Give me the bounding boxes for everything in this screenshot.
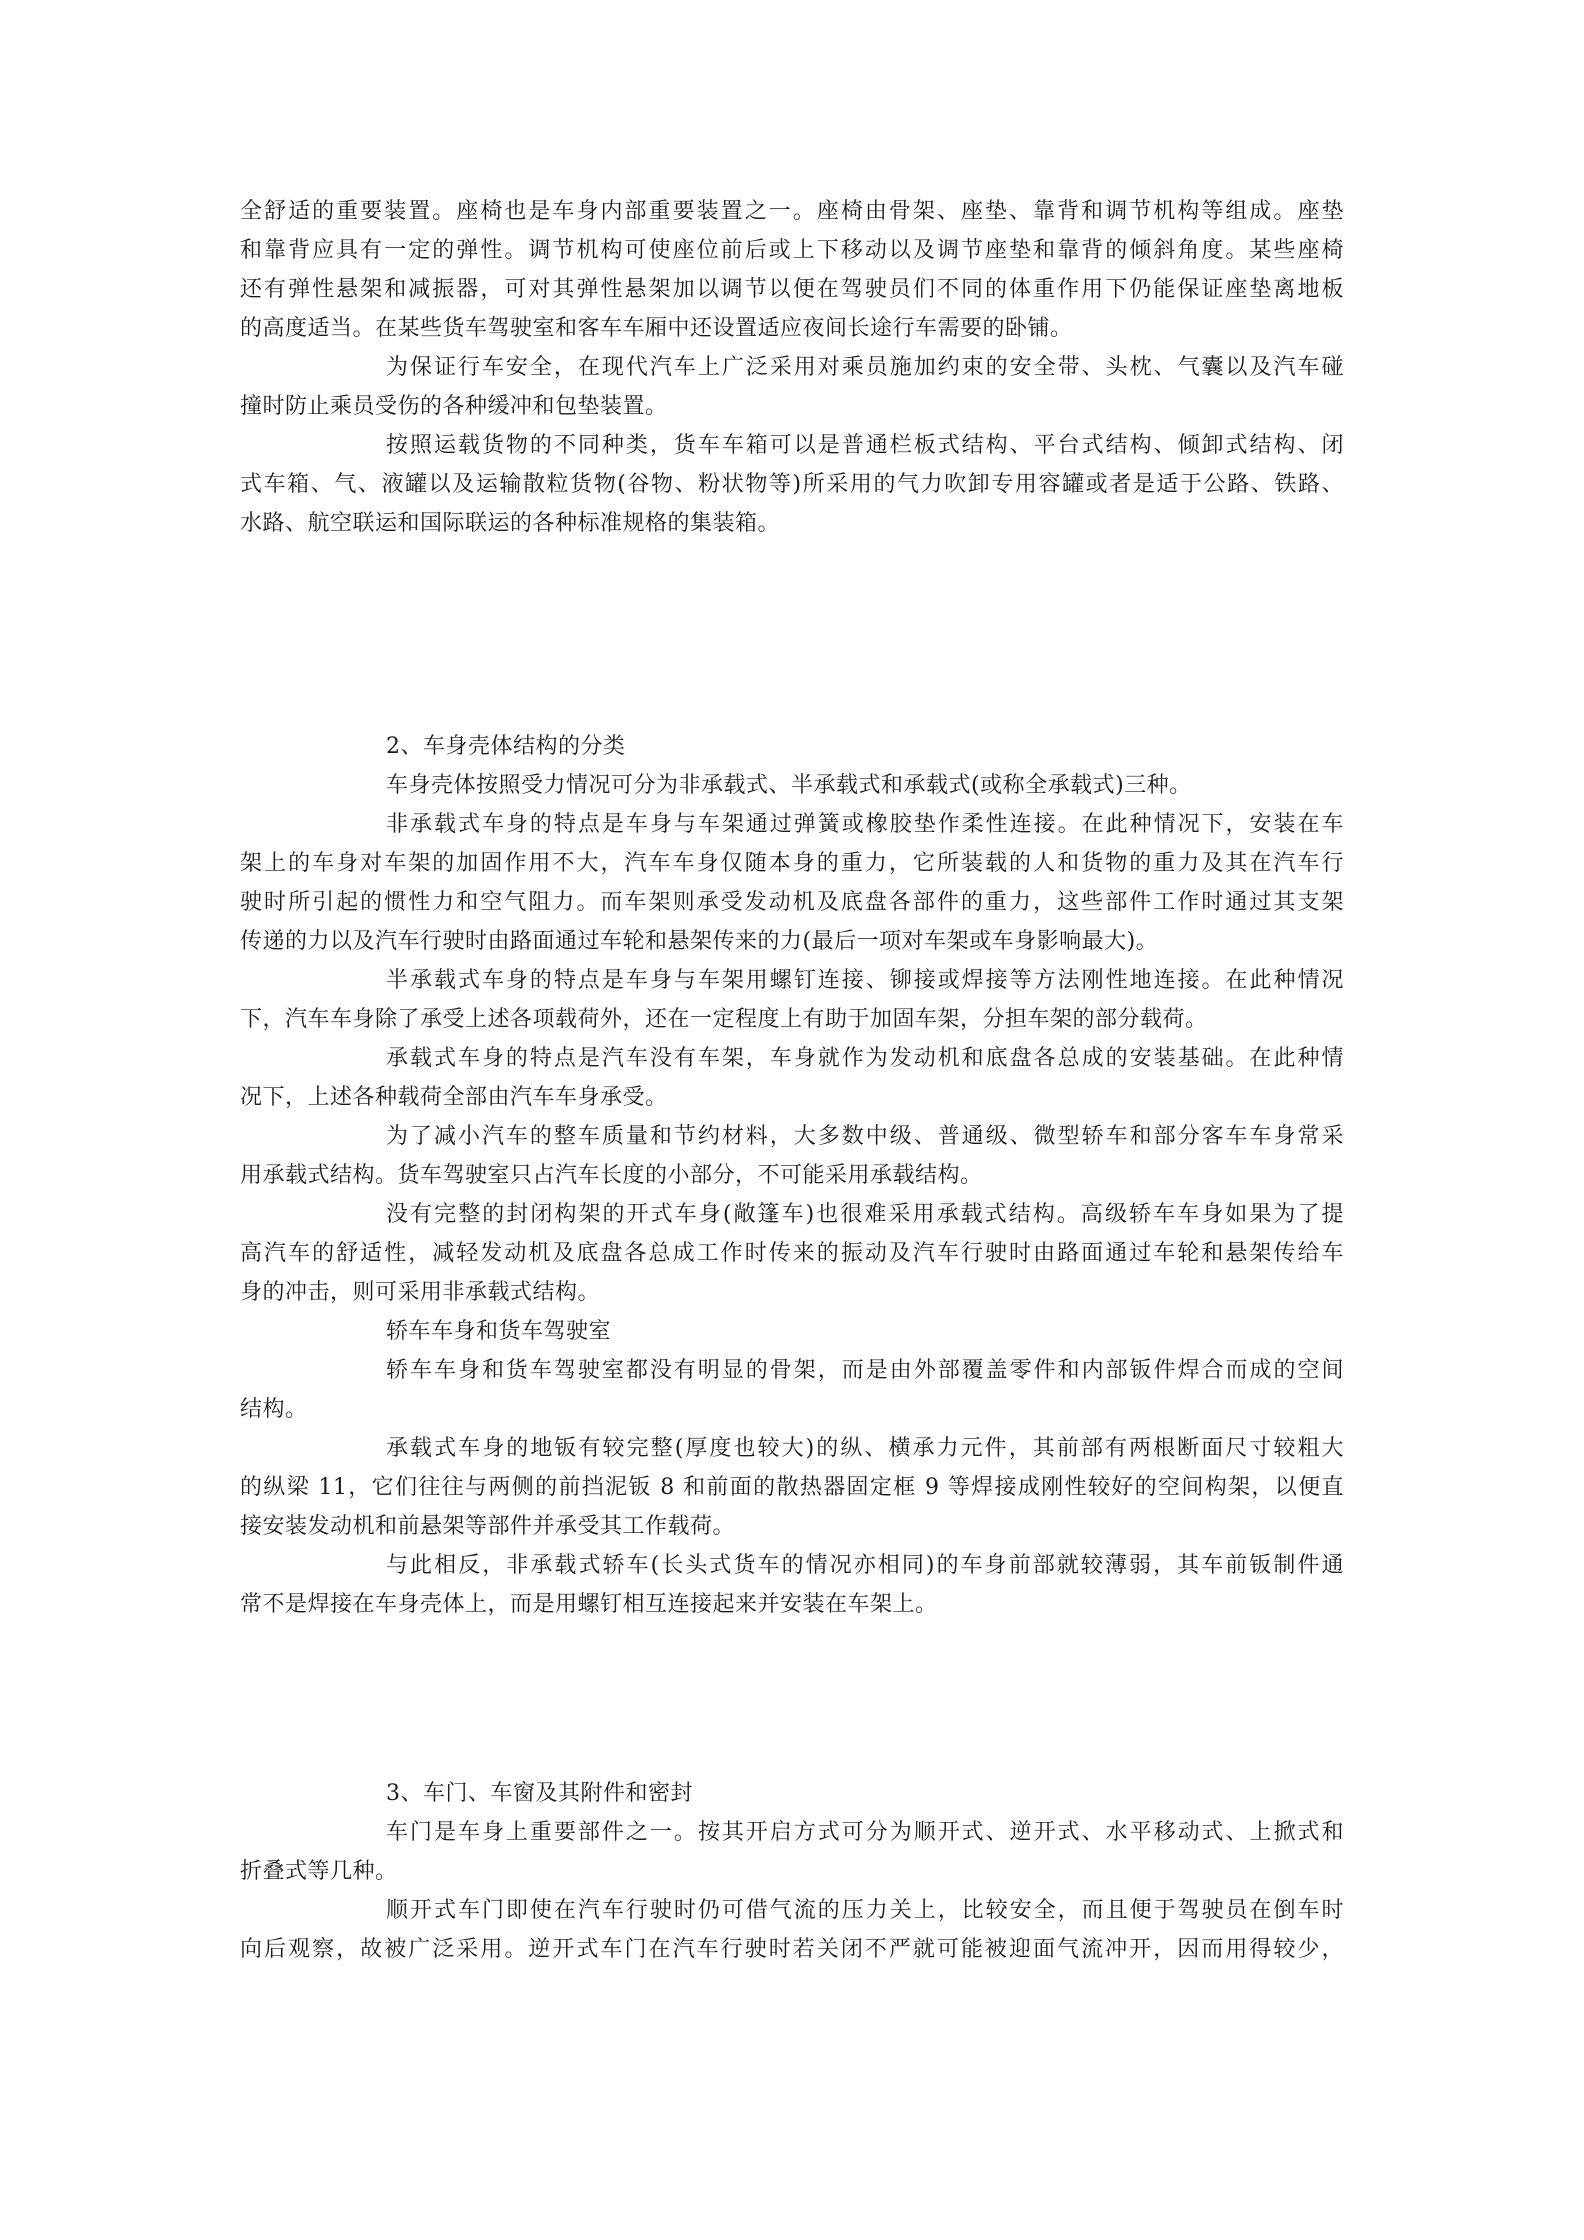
text-line: 况下，上述各种载荷全部由汽车车身承受。 <box>240 1085 668 1110</box>
text-line: 和靠背应具有一定的弹性。调节机构可使座位前后或上下移动以及调节座垫和靠背的倾斜角度。某些座椅 <box>240 238 1344 263</box>
section-heading: 2、车身壳体结构的分类 <box>386 734 626 759</box>
text-line: 式车箱、气、液罐以及运输散粒货物(谷物、粉状物等)所采用的气力吹卸专用容罐或者是适于公路、铁路、 <box>240 472 1344 497</box>
paragraph <box>240 192 1344 348</box>
text-line: 为保证行车安全，在现代汽车上广泛采用对乘员施加约束的安全带、头枕、气囊以及汽车碰 <box>386 355 1344 380</box>
text-line: 非承载式车身的特点是车身与车架通过弹簧或橡胶垫作柔性连接。在此种情况下，安装在车 <box>386 812 1344 837</box>
paragraph <box>240 1312 1344 1351</box>
text-line: 车身壳体按照受力情况可分为非承载式、半承载式和承载式(或称全承载式)三种。 <box>386 773 1192 798</box>
text-line: 身的冲击，则可采用非承载式结构。 <box>240 1280 601 1305</box>
section-spacer <box>240 543 1344 727</box>
paragraph <box>240 1891 1344 1969</box>
text-line: 顺开式车门即使在汽车行驶时仍可借气流的压力关上，比较安全，而且便于驾驶员在倒车时 <box>386 1898 1344 1923</box>
paragraph <box>240 961 1344 1039</box>
text-line: 下，汽车车身除了承受上述各项载荷外，还在一定程度上有助于加固车架，分担车架的部分载荷。 <box>240 1007 1208 1032</box>
text-line: 架上的车身对车架的加固作用不大，汽车车身仅随本身的重力，它所装载的人和货物的重力及其在汽车行 <box>240 851 1344 876</box>
paragraph <box>240 1039 1344 1117</box>
text-line: 常不是焊接在车身壳体上，而是用螺钉相互连接起来并安装在车架上。 <box>240 1592 938 1617</box>
text-line: 的纵梁 11，它们往往与两侧的前挡泥钣 8 和前面的散热器固定框 9 等焊接成刚性较好的空间构架，以便直 <box>240 1475 1344 1500</box>
text-line: 车门是车身上重要部件之一。按其开启方式可分为顺开式、逆开式、水平移动式、上掀式和 <box>386 1820 1344 1845</box>
text-line: 用承载式结构。货车驾驶室只占汽车长度的小部分，不可能采用承载结构。 <box>240 1163 983 1188</box>
text-line: 水路、航空联运和国际联运的各种标准规格的集装箱。 <box>240 511 781 536</box>
text-line: 承载式车身的特点是汽车没有车架，车身就作为发动机和底盘各总成的安装基础。在此种情 <box>386 1046 1344 1071</box>
paragraph <box>240 1195 1344 1312</box>
section-2 <box>240 727 1344 1624</box>
text-line: 半承载式车身的特点是车身与车架用螺钉连接、铆接或焊接等方法刚性地连接。在此种情况 <box>386 968 1344 993</box>
paragraph <box>240 1546 1344 1624</box>
text-line: 撞时防止乘员受伤的各种缓冲和包垫装置。 <box>240 394 668 419</box>
text-line: 轿车车身和货车驾驶室都没有明显的骨架，而是由外部覆盖零件和内部钣件焊合而成的空间 <box>386 1358 1344 1383</box>
text-line: 按照运载货物的不同种类，货车车箱可以是普通栏板式结构、平台式结构、倾卸式结构、闭 <box>386 433 1344 458</box>
text-line: 驶时所引起的惯性力和空气阻力。而车架则承受发动机及底盘各部件的重力，这些部件工作时通过其支架 <box>240 890 1344 915</box>
text-line: 接安装发动机和前悬架等部件并承受其工作载荷。 <box>240 1514 736 1539</box>
text-line: 的高度适当。在某些货车驾驶室和客车车厢中还设置适应夜间长途行车需要的卧铺。 <box>240 316 1073 341</box>
paragraph <box>240 426 1344 543</box>
text-line: 结构。 <box>240 1397 308 1422</box>
paragraph <box>240 1429 1344 1546</box>
paragraph <box>240 1813 1344 1891</box>
text-line: 折叠式等几种。 <box>240 1859 398 1884</box>
text-line: 没有完整的封闭构架的开式车身(敞篷车)也很难采用承载式结构。高级轿车车身如果为了提 <box>386 1202 1344 1227</box>
paragraph <box>240 1351 1344 1429</box>
paragraph <box>240 1117 1344 1195</box>
section-heading: 3、车门、车窗及其附件和密封 <box>386 1781 693 1806</box>
text-line: 传递的力以及汽车行驶时由路面通过车轮和悬架传来的力(最后一项对车架或车身影响最大)。 <box>240 929 1159 954</box>
paragraph <box>240 805 1344 961</box>
text-line: 承载式车身的地钣有较完整(厚度也较大)的纵、横承力元件，其前部有两根断面尺寸较粗大 <box>386 1436 1344 1461</box>
text-line: 还有弹性悬架和减振器，可对其弹性悬架加以调节以便在驾驶员们不同的体重作用下仍能保证座垫离地板 <box>240 277 1344 302</box>
section-spacer <box>240 1624 1344 1774</box>
text-line: 轿车车身和货车驾驶室 <box>386 1319 612 1344</box>
text-line: 与此相反，非承载式轿车(长头式货车的情况亦相同)的车身前部就较薄弱，其车前钣制件通 <box>386 1553 1344 1578</box>
text-line: 高汽车的舒适性，减轻发动机及底盘各总成工作时传来的振动及汽车行驶时由路面通过车轮和悬架传给车 <box>240 1241 1344 1266</box>
paragraph <box>240 766 1344 805</box>
text-line: 为了减小汽车的整车质量和节约材料，大多数中级、普通级、微型轿车和部分客车车身常采 <box>386 1124 1344 1149</box>
text-line: 全舒适的重要装置。座椅也是车身内部重要装置之一。座椅由骨架、座垫、靠背和调节机构等组成。座垫 <box>240 199 1344 224</box>
section-1 <box>240 192 1344 543</box>
section-3 <box>240 1774 1344 1969</box>
paragraph <box>240 348 1344 426</box>
text-line: 向后观察，故被广泛采用。逆开式车门在汽车行驶时若关闭不严就可能被迎面气流冲开，因而用得较少， <box>240 1937 1344 1962</box>
